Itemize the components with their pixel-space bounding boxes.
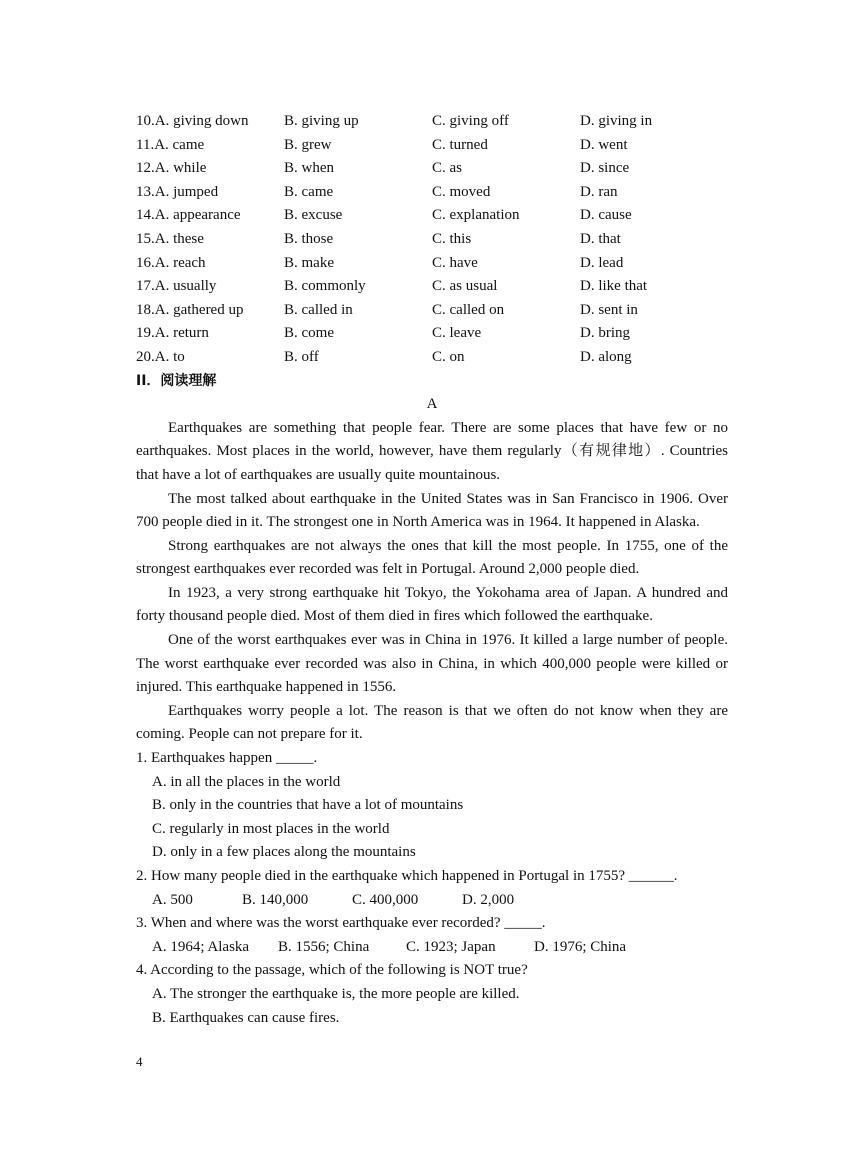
option-d: D. bring (580, 325, 630, 342)
passage-paragraph: One of the worst earthquakes ever was in China in 1976. It killed a large number of people. The worst earthquake ever recorded was also in China, in which 400,000 people were killed or injured. This earthquake happened in 1556. (136, 632, 728, 696)
question-option: A. The stronger the earthquake is, the more people are killed. (152, 985, 520, 1002)
cloze-option-row (136, 346, 728, 370)
option-b: B. those (284, 230, 334, 247)
question-option: D. 2,000 (462, 891, 515, 908)
option-d: D. along (580, 348, 632, 365)
cloze-option-row (136, 228, 728, 252)
question-option: B. 1556; China (278, 938, 370, 955)
option-b: B. called in (284, 301, 353, 318)
option-c: C. explanation (432, 207, 520, 224)
option-c: C. this (432, 230, 472, 247)
cloze-options-list (136, 110, 728, 370)
option-b: B. off (284, 348, 319, 365)
option-a: 10.A. giving down (136, 113, 249, 129)
option-d: D. like that (580, 278, 648, 295)
option-a: 18.A. gathered up (136, 301, 244, 318)
option-b: B. giving up (284, 113, 359, 129)
option-b: B. make (284, 254, 334, 271)
passage-paragraph: Strong earthquakes are not always the ones that kill the most people. In 1755, one of the strongest earthquakes ever recorded was felt in Portugal. Around 2,000 people died. (136, 537, 728, 578)
option-c: C. turned (432, 136, 488, 153)
option-b: B. come (284, 325, 334, 342)
cloze-option-row (136, 299, 728, 323)
section-title: II．阅读理解 (136, 372, 217, 389)
question-option: B. Earthquakes can cause fires. (152, 1009, 340, 1026)
option-c: C. as (432, 160, 462, 177)
question-option: D. only in a few places along the mountains (152, 844, 416, 861)
option-a: 14.A. appearance (136, 207, 241, 224)
option-c: C. leave (432, 325, 482, 342)
option-a: 17.A. usually (136, 278, 217, 295)
question-stem: 4. According to the passage, which of the following is NOT true? (136, 962, 528, 979)
option-a: 12.A. while (136, 160, 207, 177)
question-option: A. 1964; Alaska (152, 938, 250, 955)
question-4 (136, 959, 728, 1030)
option-d: D. since (580, 160, 630, 177)
option-c: C. giving off (432, 113, 509, 129)
option-d: D. went (580, 136, 628, 153)
option-d: D. sent in (580, 301, 638, 318)
option-c: C. moved (432, 183, 491, 200)
page-number: 4 (136, 1054, 143, 1069)
question-stem: 2. How many people died in the earthquake which happened in Portugal in 1755? ______. (136, 868, 678, 884)
question-option: A. in all the places in the world (152, 773, 341, 790)
question-option: B. only in the countries that have a lot of mountains (152, 797, 464, 814)
question-1 (136, 747, 728, 865)
cloze-option-row (136, 204, 728, 228)
option-c: C. as usual (432, 278, 498, 295)
cloze-option-row (136, 322, 728, 346)
option-b: B. grew (284, 136, 332, 153)
option-a: 20.A. to (136, 348, 185, 365)
option-c: C. on (432, 348, 465, 365)
question-option: C. 400,000 (352, 891, 419, 908)
passage (136, 417, 728, 747)
option-d: D. giving in (580, 113, 653, 129)
question-2 (136, 865, 728, 912)
question-options-row (152, 889, 728, 913)
question-options-row (152, 936, 728, 960)
option-a: 15.A. these (136, 230, 204, 247)
cloze-option-row (136, 110, 728, 134)
question-3 (136, 912, 728, 959)
option-c: C. called on (432, 301, 505, 318)
passage-label: A (426, 396, 438, 413)
option-b: B. commonly (284, 278, 366, 295)
option-a: 13.A. jumped (136, 183, 219, 200)
cloze-option-row (136, 181, 728, 205)
passage-paragraph: Earthquakes worry people a lot. The reason is that we often do not know when they are coming. People can not prepare for it. (136, 702, 728, 743)
cloze-option-row (136, 252, 728, 276)
cloze-option-row (136, 134, 728, 158)
option-c: C. have (432, 254, 478, 271)
option-b: B. when (284, 160, 334, 177)
cloze-option-row (136, 157, 728, 181)
question-option: C. regularly in most places in the world (152, 820, 390, 837)
passage-paragraph: In 1923, a very strong earthquake hit Tokyo, the Yokohama area of Japan. A hundred and forty thousand people died. Most of them died in fires which followed the earthquake. (136, 584, 728, 625)
question-option: C. 1923; Japan (406, 938, 496, 955)
question-option: D. 1976; China (534, 938, 627, 955)
option-a: 19.A. return (136, 325, 209, 342)
cloze-option-row (136, 275, 728, 299)
option-a: 11.A. came (136, 136, 205, 153)
question-stem: 3. When and where was the worst earthquake ever recorded? _____. (136, 915, 546, 932)
passage-paragraph: The most talked about earthquake in the United States was in San Francisco in 1906. Over 700 people died in it. The strongest one in North America was in 1964. It happened in Alaska. (136, 490, 728, 531)
option-d: D. lead (580, 254, 624, 271)
option-d: D. cause (580, 207, 632, 224)
question-option: A. 500 (152, 891, 193, 908)
question-stem: 1. Earthquakes happen _____. (136, 750, 318, 767)
option-b: B. came (284, 183, 334, 200)
page-content (136, 110, 728, 1030)
option-a: 16.A. reach (136, 254, 206, 271)
option-b: B. excuse (284, 207, 343, 224)
option-d: D. ran (580, 183, 618, 200)
option-d: D. that (580, 230, 621, 247)
question-option: B. 140,000 (242, 891, 309, 908)
passage-paragraph: Earthquakes are something that people fear. There are some places that have few or no earthquakes. Most places in the world, however, have them regularly（有规律地）. Countries that have a lot of earthquakes are usually quite mountainous. (136, 419, 728, 483)
